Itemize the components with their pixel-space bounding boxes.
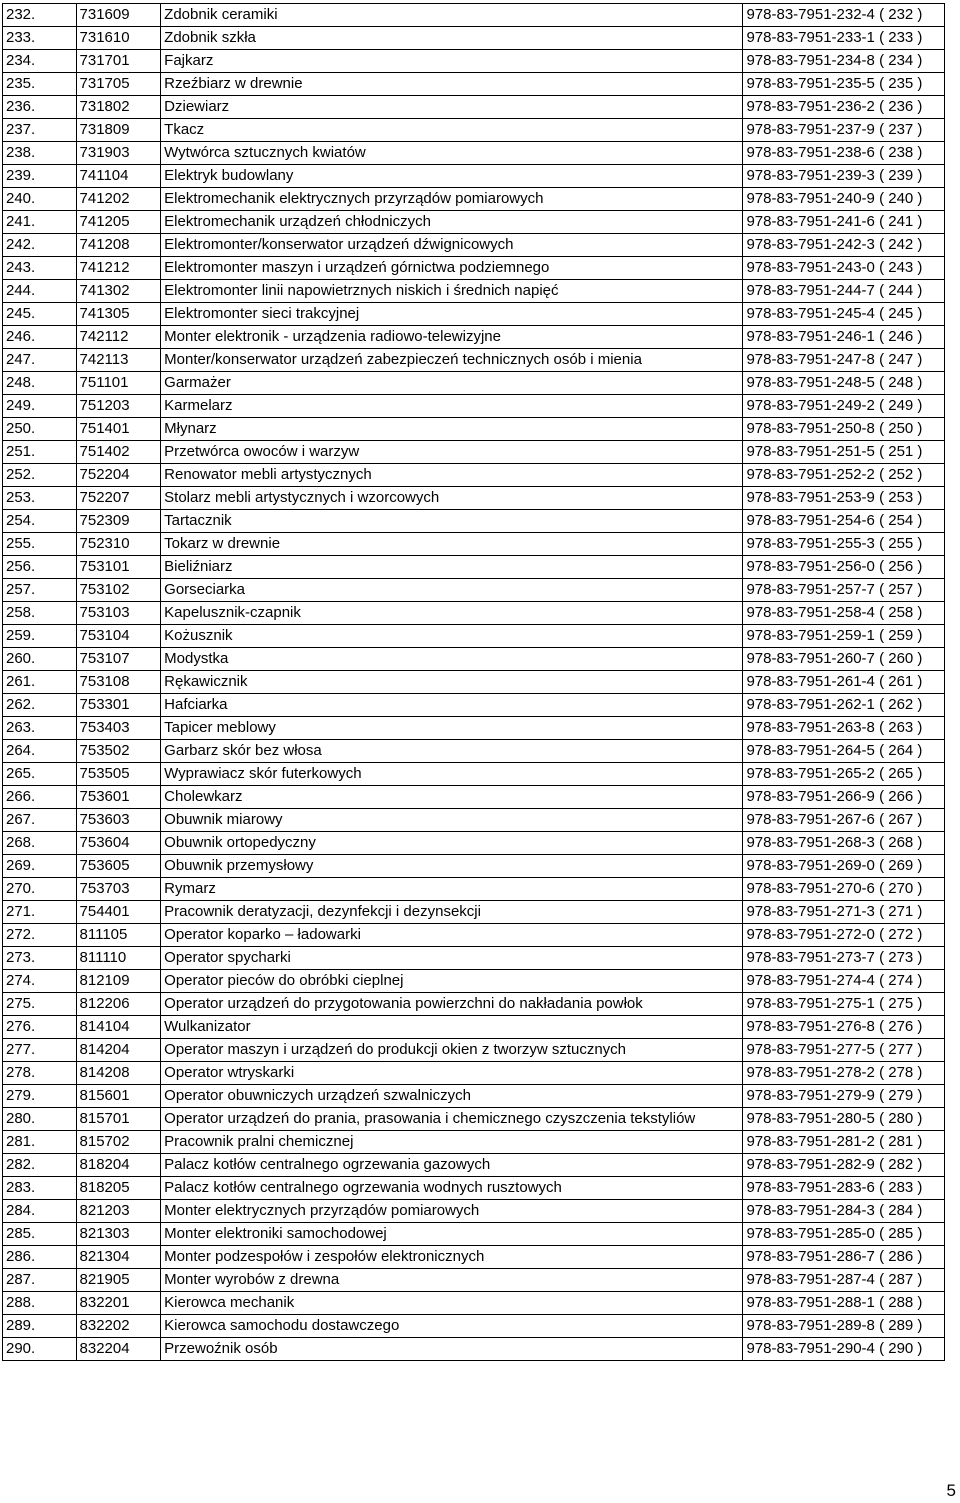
isbn-cell: 978-83-7951-249-2 ( 249 ) bbox=[743, 395, 945, 418]
table-row bbox=[3, 27, 945, 50]
occupation-code-cell: 818205 bbox=[76, 1177, 161, 1200]
row-number-cell: 253. bbox=[3, 487, 77, 510]
row-number-cell: 268. bbox=[3, 832, 77, 855]
occupation-code-cell: 731705 bbox=[76, 73, 161, 96]
isbn-cell: 978-83-7951-282-9 ( 282 ) bbox=[743, 1154, 945, 1177]
occupation-code-cell: 832202 bbox=[76, 1315, 161, 1338]
occupation-name-cell: Operator spycharki bbox=[161, 947, 743, 970]
occupation-name-cell: Pracownik deratyzacji, dezynfekcji i dezynsekcji bbox=[161, 901, 743, 924]
isbn-cell: 978-83-7951-285-0 ( 285 ) bbox=[743, 1223, 945, 1246]
occupation-name-cell: Operator koparko – ładowarki bbox=[161, 924, 743, 947]
occupation-name-cell: Garbarz skór bez włosa bbox=[161, 740, 743, 763]
occupation-code-cell: 815701 bbox=[76, 1108, 161, 1131]
isbn-cell: 978-83-7951-286-7 ( 286 ) bbox=[743, 1246, 945, 1269]
row-number-cell: 266. bbox=[3, 786, 77, 809]
row-number-cell: 283. bbox=[3, 1177, 77, 1200]
table-row bbox=[3, 901, 945, 924]
table-row bbox=[3, 1223, 945, 1246]
row-number-cell: 255. bbox=[3, 533, 77, 556]
isbn-cell: 978-83-7951-247-8 ( 247 ) bbox=[743, 349, 945, 372]
occupation-name-cell: Młynarz bbox=[161, 418, 743, 441]
table-row bbox=[3, 1085, 945, 1108]
occupation-name-cell: Monter wyrobów z drewna bbox=[161, 1269, 743, 1292]
row-number-cell: 288. bbox=[3, 1292, 77, 1315]
occupation-table bbox=[2, 3, 945, 1361]
occupation-code-cell: 753502 bbox=[76, 740, 161, 763]
row-number-cell: 272. bbox=[3, 924, 77, 947]
row-number-cell: 274. bbox=[3, 970, 77, 993]
row-number-cell: 245. bbox=[3, 303, 77, 326]
occupation-name-cell: Elektromonter sieci trakcyjnej bbox=[161, 303, 743, 326]
occupation-code-cell: 742113 bbox=[76, 349, 161, 372]
occupation-name-cell: Hafciarka bbox=[161, 694, 743, 717]
occupation-name-cell: Rymarz bbox=[161, 878, 743, 901]
isbn-cell: 978-83-7951-244-7 ( 244 ) bbox=[743, 280, 945, 303]
occupation-code-cell: 753403 bbox=[76, 717, 161, 740]
isbn-cell: 978-83-7951-257-7 ( 257 ) bbox=[743, 579, 945, 602]
occupation-name-cell: Bieliźniarz bbox=[161, 556, 743, 579]
occupation-code-cell: 753102 bbox=[76, 579, 161, 602]
occupation-code-cell: 815601 bbox=[76, 1085, 161, 1108]
occupation-name-cell: Pracownik pralni chemicznej bbox=[161, 1131, 743, 1154]
table-row bbox=[3, 1108, 945, 1131]
occupation-name-cell: Tapicer meblowy bbox=[161, 717, 743, 740]
occupation-code-cell: 753505 bbox=[76, 763, 161, 786]
occupation-name-cell: Zdobnik szkła bbox=[161, 27, 743, 50]
table-row bbox=[3, 924, 945, 947]
isbn-cell: 978-83-7951-277-5 ( 277 ) bbox=[743, 1039, 945, 1062]
occupation-code-cell: 812206 bbox=[76, 993, 161, 1016]
row-number-cell: 271. bbox=[3, 901, 77, 924]
table-row bbox=[3, 855, 945, 878]
isbn-cell: 978-83-7951-266-9 ( 266 ) bbox=[743, 786, 945, 809]
row-number-cell: 251. bbox=[3, 441, 77, 464]
table-row bbox=[3, 50, 945, 73]
occupation-name-cell: Elektromechanik elektrycznych przyrządów pomiarowych bbox=[161, 188, 743, 211]
table-row bbox=[3, 786, 945, 809]
row-number-cell: 270. bbox=[3, 878, 77, 901]
occupation-name-cell: Przewoźnik osób bbox=[161, 1338, 743, 1361]
row-number-cell: 256. bbox=[3, 556, 77, 579]
row-number-cell: 243. bbox=[3, 257, 77, 280]
isbn-cell: 978-83-7951-258-4 ( 258 ) bbox=[743, 602, 945, 625]
isbn-cell: 978-83-7951-273-7 ( 273 ) bbox=[743, 947, 945, 970]
row-number-cell: 281. bbox=[3, 1131, 77, 1154]
occupation-name-cell: Tkacz bbox=[161, 119, 743, 142]
table-row bbox=[3, 1154, 945, 1177]
occupation-name-cell: Palacz kotłów centralnego ogrzewania wodnych rusztowych bbox=[161, 1177, 743, 1200]
table-row bbox=[3, 993, 945, 1016]
isbn-cell: 978-83-7951-268-3 ( 268 ) bbox=[743, 832, 945, 855]
occupation-code-cell: 741202 bbox=[76, 188, 161, 211]
table-row bbox=[3, 648, 945, 671]
isbn-cell: 978-83-7951-254-6 ( 254 ) bbox=[743, 510, 945, 533]
isbn-cell: 978-83-7951-259-1 ( 259 ) bbox=[743, 625, 945, 648]
occupation-code-cell: 731610 bbox=[76, 27, 161, 50]
occupation-name-cell: Garmażer bbox=[161, 372, 743, 395]
table-row bbox=[3, 487, 945, 510]
occupation-name-cell: Gorseciarka bbox=[161, 579, 743, 602]
table-row bbox=[3, 1062, 945, 1085]
occupation-code-cell: 731802 bbox=[76, 96, 161, 119]
row-number-cell: 242. bbox=[3, 234, 77, 257]
isbn-cell: 978-83-7951-276-8 ( 276 ) bbox=[743, 1016, 945, 1039]
row-number-cell: 232. bbox=[3, 4, 77, 27]
occupation-name-cell: Dziewiarz bbox=[161, 96, 743, 119]
occupation-name-cell: Wyprawiacz skór futerkowych bbox=[161, 763, 743, 786]
isbn-cell: 978-83-7951-271-3 ( 271 ) bbox=[743, 901, 945, 924]
table-row bbox=[3, 832, 945, 855]
occupation-code-cell: 814104 bbox=[76, 1016, 161, 1039]
isbn-cell: 978-83-7951-240-9 ( 240 ) bbox=[743, 188, 945, 211]
isbn-cell: 978-83-7951-267-6 ( 267 ) bbox=[743, 809, 945, 832]
occupation-code-cell: 731701 bbox=[76, 50, 161, 73]
table-row bbox=[3, 257, 945, 280]
table-row bbox=[3, 717, 945, 740]
table-row bbox=[3, 1338, 945, 1361]
row-number-cell: 280. bbox=[3, 1108, 77, 1131]
isbn-cell: 978-83-7951-237-9 ( 237 ) bbox=[743, 119, 945, 142]
isbn-cell: 978-83-7951-242-3 ( 242 ) bbox=[743, 234, 945, 257]
occupation-name-cell: Operator pieców do obróbki cieplnej bbox=[161, 970, 743, 993]
occupation-code-cell: 753601 bbox=[76, 786, 161, 809]
isbn-cell: 978-83-7951-264-5 ( 264 ) bbox=[743, 740, 945, 763]
table-row bbox=[3, 1177, 945, 1200]
isbn-cell: 978-83-7951-287-4 ( 287 ) bbox=[743, 1269, 945, 1292]
occupation-code-cell: 752309 bbox=[76, 510, 161, 533]
table-row bbox=[3, 671, 945, 694]
row-number-cell: 248. bbox=[3, 372, 77, 395]
table-row bbox=[3, 464, 945, 487]
table-row bbox=[3, 1315, 945, 1338]
occupation-name-cell: Rękawicznik bbox=[161, 671, 743, 694]
table-row bbox=[3, 694, 945, 717]
occupation-name-cell: Wytwórca sztucznych kwiatów bbox=[161, 142, 743, 165]
row-number-cell: 261. bbox=[3, 671, 77, 694]
occupation-code-cell: 811110 bbox=[76, 947, 161, 970]
occupation-code-cell: 742112 bbox=[76, 326, 161, 349]
isbn-cell: 978-83-7951-238-6 ( 238 ) bbox=[743, 142, 945, 165]
isbn-cell: 978-83-7951-255-3 ( 255 ) bbox=[743, 533, 945, 556]
row-number-cell: 259. bbox=[3, 625, 77, 648]
row-number-cell: 269. bbox=[3, 855, 77, 878]
occupation-code-cell: 741305 bbox=[76, 303, 161, 326]
isbn-cell: 978-83-7951-278-2 ( 278 ) bbox=[743, 1062, 945, 1085]
isbn-cell: 978-83-7951-246-1 ( 246 ) bbox=[743, 326, 945, 349]
table-row bbox=[3, 533, 945, 556]
occupation-code-cell: 752204 bbox=[76, 464, 161, 487]
table-row bbox=[3, 763, 945, 786]
isbn-cell: 978-83-7951-263-8 ( 263 ) bbox=[743, 717, 945, 740]
isbn-cell: 978-83-7951-272-0 ( 272 ) bbox=[743, 924, 945, 947]
table-row bbox=[3, 602, 945, 625]
occupation-name-cell: Zdobnik ceramiki bbox=[161, 4, 743, 27]
row-number-cell: 262. bbox=[3, 694, 77, 717]
row-number-cell: 237. bbox=[3, 119, 77, 142]
occupation-name-cell: Modystka bbox=[161, 648, 743, 671]
isbn-cell: 978-83-7951-256-0 ( 256 ) bbox=[743, 556, 945, 579]
row-number-cell: 240. bbox=[3, 188, 77, 211]
occupation-code-cell: 832201 bbox=[76, 1292, 161, 1315]
occupation-code-cell: 731609 bbox=[76, 4, 161, 27]
isbn-cell: 978-83-7951-232-4 ( 232 ) bbox=[743, 4, 945, 27]
occupation-name-cell: Elektromonter maszyn i urządzeń górnictwa podziemnego bbox=[161, 257, 743, 280]
row-number-cell: 244. bbox=[3, 280, 77, 303]
occupation-name-cell: Monter podzespołów i zespołów elektronicznych bbox=[161, 1246, 743, 1269]
occupation-name-cell: Tartacznik bbox=[161, 510, 743, 533]
occupation-name-cell: Operator urządzeń do prania, prasowania i chemicznego czyszczenia tekstyliów bbox=[161, 1108, 743, 1131]
occupation-code-cell: 753104 bbox=[76, 625, 161, 648]
row-number-cell: 247. bbox=[3, 349, 77, 372]
isbn-cell: 978-83-7951-239-3 ( 239 ) bbox=[743, 165, 945, 188]
table-row bbox=[3, 418, 945, 441]
row-number-cell: 277. bbox=[3, 1039, 77, 1062]
occupation-code-cell: 754401 bbox=[76, 901, 161, 924]
occupation-name-cell: Przetwórca owoców i warzyw bbox=[161, 441, 743, 464]
table-row bbox=[3, 625, 945, 648]
row-number-cell: 282. bbox=[3, 1154, 77, 1177]
row-number-cell: 249. bbox=[3, 395, 77, 418]
table-row bbox=[3, 740, 945, 763]
table-body bbox=[3, 4, 945, 1361]
isbn-cell: 978-83-7951-260-7 ( 260 ) bbox=[743, 648, 945, 671]
occupation-name-cell: Operator wtryskarki bbox=[161, 1062, 743, 1085]
isbn-cell: 978-83-7951-253-9 ( 253 ) bbox=[743, 487, 945, 510]
occupation-code-cell: 741208 bbox=[76, 234, 161, 257]
table-row bbox=[3, 326, 945, 349]
table-row bbox=[3, 1269, 945, 1292]
occupation-code-cell: 821905 bbox=[76, 1269, 161, 1292]
row-number-cell: 279. bbox=[3, 1085, 77, 1108]
occupation-code-cell: 751402 bbox=[76, 441, 161, 464]
occupation-name-cell: Obuwnik ortopedyczny bbox=[161, 832, 743, 855]
occupation-code-cell: 814208 bbox=[76, 1062, 161, 1085]
occupation-code-cell: 741212 bbox=[76, 257, 161, 280]
occupation-code-cell: 741205 bbox=[76, 211, 161, 234]
occupation-name-cell: Monter/konserwator urządzeń zabezpieczeń technicznych osób i mienia bbox=[161, 349, 743, 372]
occupation-name-cell: Elektromonter linii napowietrznych niskich i średnich napięć bbox=[161, 280, 743, 303]
table-row bbox=[3, 119, 945, 142]
occupation-code-cell: 753108 bbox=[76, 671, 161, 694]
occupation-name-cell: Elektromechanik urządzeń chłodniczych bbox=[161, 211, 743, 234]
isbn-cell: 978-83-7951-269-0 ( 269 ) bbox=[743, 855, 945, 878]
row-number-cell: 273. bbox=[3, 947, 77, 970]
table-row bbox=[3, 303, 945, 326]
row-number-cell: 241. bbox=[3, 211, 77, 234]
occupation-code-cell: 814204 bbox=[76, 1039, 161, 1062]
occupation-code-cell: 731809 bbox=[76, 119, 161, 142]
occupation-code-cell: 821304 bbox=[76, 1246, 161, 1269]
occupation-name-cell: Fajkarz bbox=[161, 50, 743, 73]
occupation-name-cell: Kapelusznik-czapnik bbox=[161, 602, 743, 625]
isbn-cell: 978-83-7951-248-5 ( 248 ) bbox=[743, 372, 945, 395]
table-row bbox=[3, 1246, 945, 1269]
isbn-cell: 978-83-7951-280-5 ( 280 ) bbox=[743, 1108, 945, 1131]
isbn-cell: 978-83-7951-251-5 ( 251 ) bbox=[743, 441, 945, 464]
row-number-cell: 234. bbox=[3, 50, 77, 73]
table-row bbox=[3, 142, 945, 165]
occupation-name-cell: Kierowca mechanik bbox=[161, 1292, 743, 1315]
row-number-cell: 238. bbox=[3, 142, 77, 165]
occupation-code-cell: 752310 bbox=[76, 533, 161, 556]
row-number-cell: 258. bbox=[3, 602, 77, 625]
occupation-code-cell: 741302 bbox=[76, 280, 161, 303]
occupation-name-cell: Karmelarz bbox=[161, 395, 743, 418]
row-number-cell: 250. bbox=[3, 418, 77, 441]
occupation-name-cell: Tokarz w drewnie bbox=[161, 533, 743, 556]
table-row bbox=[3, 579, 945, 602]
row-number-cell: 257. bbox=[3, 579, 77, 602]
isbn-cell: 978-83-7951-250-8 ( 250 ) bbox=[743, 418, 945, 441]
occupation-name-cell: Kierowca samochodu dostawczego bbox=[161, 1315, 743, 1338]
occupation-code-cell: 752207 bbox=[76, 487, 161, 510]
occupation-code-cell: 731903 bbox=[76, 142, 161, 165]
row-number-cell: 267. bbox=[3, 809, 77, 832]
occupation-name-cell: Operator obuwniczych urządzeń szwalniczych bbox=[161, 1085, 743, 1108]
occupation-name-cell: Operator maszyn i urządzeń do produkcji okien z tworzyw sztucznych bbox=[161, 1039, 743, 1062]
isbn-cell: 978-83-7951-274-4 ( 274 ) bbox=[743, 970, 945, 993]
row-number-cell: 278. bbox=[3, 1062, 77, 1085]
occupation-name-cell: Monter elektroniki samochodowej bbox=[161, 1223, 743, 1246]
table-row bbox=[3, 1200, 945, 1223]
isbn-cell: 978-83-7951-290-4 ( 290 ) bbox=[743, 1338, 945, 1361]
table-row bbox=[3, 510, 945, 533]
isbn-cell: 978-83-7951-236-2 ( 236 ) bbox=[743, 96, 945, 119]
table-row bbox=[3, 1131, 945, 1154]
row-number-cell: 287. bbox=[3, 1269, 77, 1292]
isbn-cell: 978-83-7951-235-5 ( 235 ) bbox=[743, 73, 945, 96]
occupation-name-cell: Elektromonter/konserwator urządzeń dźwignicowych bbox=[161, 234, 743, 257]
row-number-cell: 284. bbox=[3, 1200, 77, 1223]
occupation-code-cell: 753604 bbox=[76, 832, 161, 855]
occupation-name-cell: Kożusznik bbox=[161, 625, 743, 648]
occupation-code-cell: 753103 bbox=[76, 602, 161, 625]
table-row bbox=[3, 878, 945, 901]
table-row bbox=[3, 809, 945, 832]
occupation-code-cell: 818204 bbox=[76, 1154, 161, 1177]
occupation-name-cell: Stolarz mebli artystycznych i wzorcowych bbox=[161, 487, 743, 510]
row-number-cell: 246. bbox=[3, 326, 77, 349]
isbn-cell: 978-83-7951-234-8 ( 234 ) bbox=[743, 50, 945, 73]
row-number-cell: 265. bbox=[3, 763, 77, 786]
occupation-name-cell: Cholewkarz bbox=[161, 786, 743, 809]
occupation-code-cell: 751401 bbox=[76, 418, 161, 441]
row-number-cell: 252. bbox=[3, 464, 77, 487]
table-row bbox=[3, 556, 945, 579]
occupation-name-cell: Operator urządzeń do przygotowania powierzchni do nakładania powłok bbox=[161, 993, 743, 1016]
row-number-cell: 289. bbox=[3, 1315, 77, 1338]
isbn-cell: 978-83-7951-289-8 ( 289 ) bbox=[743, 1315, 945, 1338]
table-row bbox=[3, 96, 945, 119]
table-row bbox=[3, 188, 945, 211]
occupation-code-cell: 751203 bbox=[76, 395, 161, 418]
occupation-code-cell: 753605 bbox=[76, 855, 161, 878]
table-row bbox=[3, 970, 945, 993]
row-number-cell: 236. bbox=[3, 96, 77, 119]
occupation-code-cell: 811105 bbox=[76, 924, 161, 947]
occupation-code-cell: 753703 bbox=[76, 878, 161, 901]
row-number-cell: 275. bbox=[3, 993, 77, 1016]
occupation-code-cell: 812109 bbox=[76, 970, 161, 993]
isbn-cell: 978-83-7951-243-0 ( 243 ) bbox=[743, 257, 945, 280]
isbn-cell: 978-83-7951-284-3 ( 284 ) bbox=[743, 1200, 945, 1223]
table-row bbox=[3, 441, 945, 464]
occupation-code-cell: 815702 bbox=[76, 1131, 161, 1154]
row-number-cell: 290. bbox=[3, 1338, 77, 1361]
isbn-cell: 978-83-7951-283-6 ( 283 ) bbox=[743, 1177, 945, 1200]
table-row bbox=[3, 1016, 945, 1039]
occupation-name-cell: Monter elektrycznych przyrządów pomiarowych bbox=[161, 1200, 743, 1223]
row-number-cell: 235. bbox=[3, 73, 77, 96]
occupation-code-cell: 751101 bbox=[76, 372, 161, 395]
occupation-name-cell: Obuwnik przemysłowy bbox=[161, 855, 743, 878]
page-number: 5 bbox=[946, 1481, 956, 1500]
table-row bbox=[3, 395, 945, 418]
occupation-name-cell: Renowator mebli artystycznych bbox=[161, 464, 743, 487]
occupation-code-cell: 821303 bbox=[76, 1223, 161, 1246]
occupation-name-cell: Rzeźbiarz w drewnie bbox=[161, 73, 743, 96]
occupation-name-cell: Elektryk budowlany bbox=[161, 165, 743, 188]
occupation-code-cell: 753107 bbox=[76, 648, 161, 671]
isbn-cell: 978-83-7951-270-6 ( 270 ) bbox=[743, 878, 945, 901]
table-row bbox=[3, 947, 945, 970]
row-number-cell: 263. bbox=[3, 717, 77, 740]
occupation-name-cell: Obuwnik miarowy bbox=[161, 809, 743, 832]
occupation-code-cell: 753603 bbox=[76, 809, 161, 832]
table-row bbox=[3, 234, 945, 257]
table-row bbox=[3, 349, 945, 372]
occupation-name-cell: Wulkanizator bbox=[161, 1016, 743, 1039]
row-number-cell: 264. bbox=[3, 740, 77, 763]
isbn-cell: 978-83-7951-261-4 ( 261 ) bbox=[743, 671, 945, 694]
table-row bbox=[3, 372, 945, 395]
isbn-cell: 978-83-7951-241-6 ( 241 ) bbox=[743, 211, 945, 234]
occupation-code-cell: 753101 bbox=[76, 556, 161, 579]
table-row bbox=[3, 1039, 945, 1062]
isbn-cell: 978-83-7951-275-1 ( 275 ) bbox=[743, 993, 945, 1016]
isbn-cell: 978-83-7951-233-1 ( 233 ) bbox=[743, 27, 945, 50]
row-number-cell: 285. bbox=[3, 1223, 77, 1246]
table-row bbox=[3, 165, 945, 188]
table-row bbox=[3, 4, 945, 27]
occupation-code-cell: 741104 bbox=[76, 165, 161, 188]
occupation-code-cell: 753301 bbox=[76, 694, 161, 717]
occupation-code-cell: 821203 bbox=[76, 1200, 161, 1223]
row-number-cell: 254. bbox=[3, 510, 77, 533]
isbn-cell: 978-83-7951-262-1 ( 262 ) bbox=[743, 694, 945, 717]
row-number-cell: 233. bbox=[3, 27, 77, 50]
row-number-cell: 286. bbox=[3, 1246, 77, 1269]
isbn-cell: 978-83-7951-265-2 ( 265 ) bbox=[743, 763, 945, 786]
isbn-cell: 978-83-7951-252-2 ( 252 ) bbox=[743, 464, 945, 487]
isbn-cell: 978-83-7951-245-4 ( 245 ) bbox=[743, 303, 945, 326]
isbn-cell: 978-83-7951-288-1 ( 288 ) bbox=[743, 1292, 945, 1315]
row-number-cell: 239. bbox=[3, 165, 77, 188]
table-row bbox=[3, 211, 945, 234]
table-row bbox=[3, 73, 945, 96]
row-number-cell: 260. bbox=[3, 648, 77, 671]
occupation-name-cell: Monter elektronik - urządzenia radiowo-telewizyjne bbox=[161, 326, 743, 349]
table-row bbox=[3, 280, 945, 303]
occupation-code-cell: 832204 bbox=[76, 1338, 161, 1361]
occupation-name-cell: Palacz kotłów centralnego ogrzewania gazowych bbox=[161, 1154, 743, 1177]
isbn-cell: 978-83-7951-279-9 ( 279 ) bbox=[743, 1085, 945, 1108]
row-number-cell: 276. bbox=[3, 1016, 77, 1039]
table-row bbox=[3, 1292, 945, 1315]
isbn-cell: 978-83-7951-281-2 ( 281 ) bbox=[743, 1131, 945, 1154]
